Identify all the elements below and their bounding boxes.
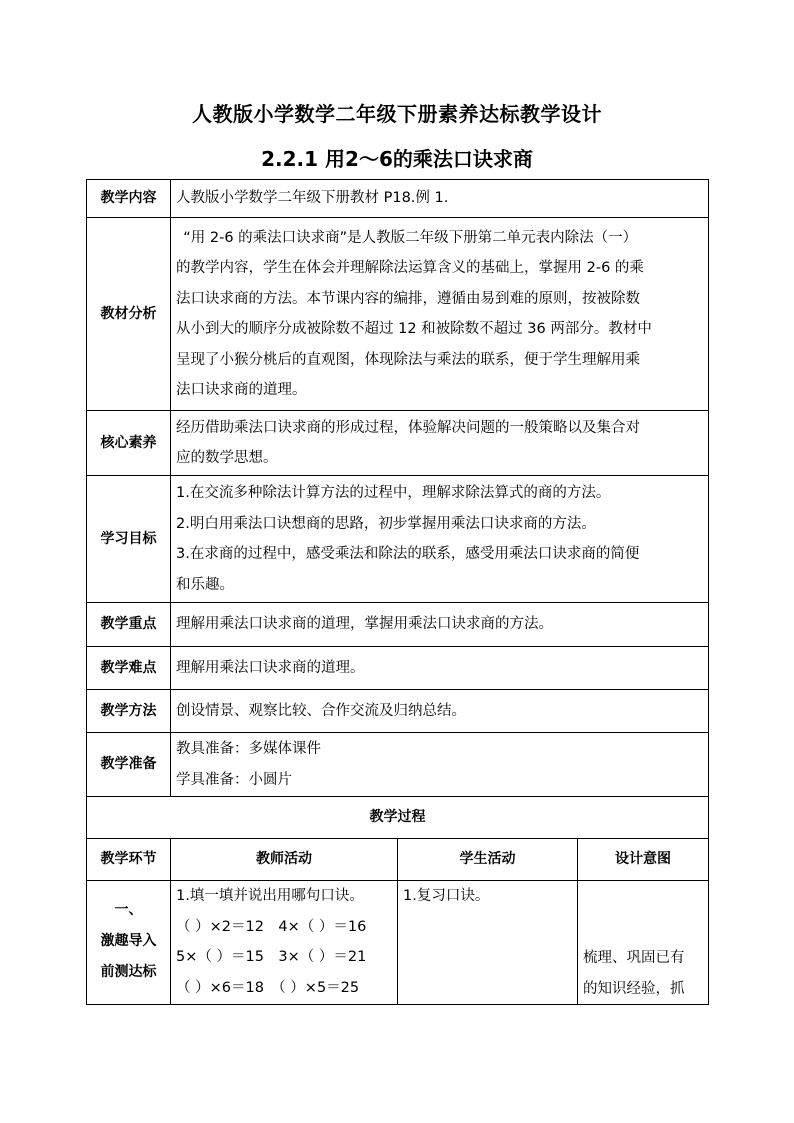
text-line: 的知识经验，抓 (583, 980, 685, 997)
row-label: 学习目标 (87, 476, 171, 603)
text-line: 和乐趣。 (176, 576, 234, 593)
row-content (87, 180, 709, 218)
text-line: 的教学内容，学生在体会并理解除法运算含义的基础上，掌握用 2-6 的乘 (176, 260, 644, 276)
row-label: 教学准备 (87, 733, 171, 797)
row-process-title (87, 797, 709, 839)
text-line: 前测达标 (100, 964, 157, 980)
text-line: 激趣导入 (100, 933, 157, 949)
row-key (87, 603, 709, 647)
row-prep (87, 733, 709, 797)
text-line: 2.明白用乘法口诀想商的思路，初步掌握用乘法口诀求商的方法。 (176, 515, 596, 532)
text-line: 法口诀求商的道理。 (176, 382, 307, 398)
row-value (171, 218, 709, 411)
text-line: 1.复习口诀。 (403, 888, 490, 904)
row-value (171, 476, 709, 603)
row-label: 教学重点 (87, 603, 171, 647)
row-label: 教学方法 (87, 690, 171, 733)
row-label: 教材分析 (87, 218, 171, 411)
row-label: 教学难点 (87, 647, 171, 690)
row-value (171, 411, 709, 476)
row-method (87, 690, 709, 733)
row-value: 创设情景、观察比较、合作交流及归纳总结。 (171, 690, 709, 733)
text-line: 法口诀求商的方法。本节课内容的编排，遵循由易到难的原则，按被除数 (176, 290, 640, 307)
row-stage1 (87, 881, 709, 1005)
row-label: 核心素养 (87, 411, 171, 476)
text-line: 从小到大的顺序分成被除数不超过 12 和被除数不超过 36 两部分。教材中 (176, 321, 652, 337)
text-line: （ ）×6＝18 （ ）×5＝25 (176, 979, 360, 996)
text-line: 呈现了小猴分桃后的直观图，体现除法与乘法的联系，便于学生理解用乘 (176, 351, 640, 368)
header-intent: 设计意图 (578, 839, 709, 881)
text-line: “用 2-6 的乘法口诀求商”是人教版二年级下册第二单元表内除法（一） (183, 229, 638, 246)
row-difficulty (87, 647, 709, 690)
header-stage: 教学环节 (87, 839, 171, 881)
text-line: 经历借助乘法口诀求商的形成过程，体验解决问题的一般策略以及集合对 (176, 419, 640, 436)
header-student: 学生活动 (398, 839, 578, 881)
row-process-headers (87, 839, 709, 881)
text-line: （ ）×2＝12 4×（ ）＝16 (176, 918, 367, 935)
row-value: 理解用乘法口诀求商的道理，掌握用乘法口诀求商的方法。 (171, 603, 709, 647)
row-value (171, 733, 709, 797)
stage-label (87, 881, 171, 1005)
text-line: 1.在交流多种除法计算方法的过程中，理解求除法算式的商的方法。 (176, 485, 611, 501)
row-core (87, 411, 709, 476)
text-line: 3.在求商的过程中，感受乘法和除法的联系，感受用乘法口诀求商的简便 (176, 546, 640, 562)
header-teacher: 教师活动 (171, 839, 398, 881)
student-activity (398, 881, 578, 1005)
row-value: 理解用乘法口诀求商的道理。 (171, 647, 709, 690)
teacher-activity (171, 881, 398, 1005)
page-title: 人教版小学数学二年级下册素养达标教学设计 (192, 102, 602, 126)
row-value: 人教版小学数学二年级下册教材 P18.例 1. (171, 180, 709, 218)
text-line: 学具准备：小圆片 (176, 771, 292, 788)
row-label: 教学内容 (87, 180, 171, 218)
lesson-plan-table (86, 179, 709, 1005)
row-analysis (87, 218, 709, 411)
text-line: 教具准备：多媒体课件 (176, 741, 321, 757)
lesson-title: 2.2.1 用2～6的乘法口诀求商 (261, 147, 533, 171)
process-title: 教学过程 (87, 797, 709, 839)
design-intent (578, 881, 709, 1005)
text-line: 1.填一填并说出用哪句口诀。 (176, 888, 364, 904)
text-line: 应的数学思想。 (176, 450, 278, 466)
text-line: 梳理、巩固已有 (583, 950, 685, 966)
row-goals (87, 476, 709, 603)
text-line: 一、 (114, 902, 143, 918)
text-line: 5×（ ）＝15 3×（ ）＝21 (176, 949, 367, 965)
